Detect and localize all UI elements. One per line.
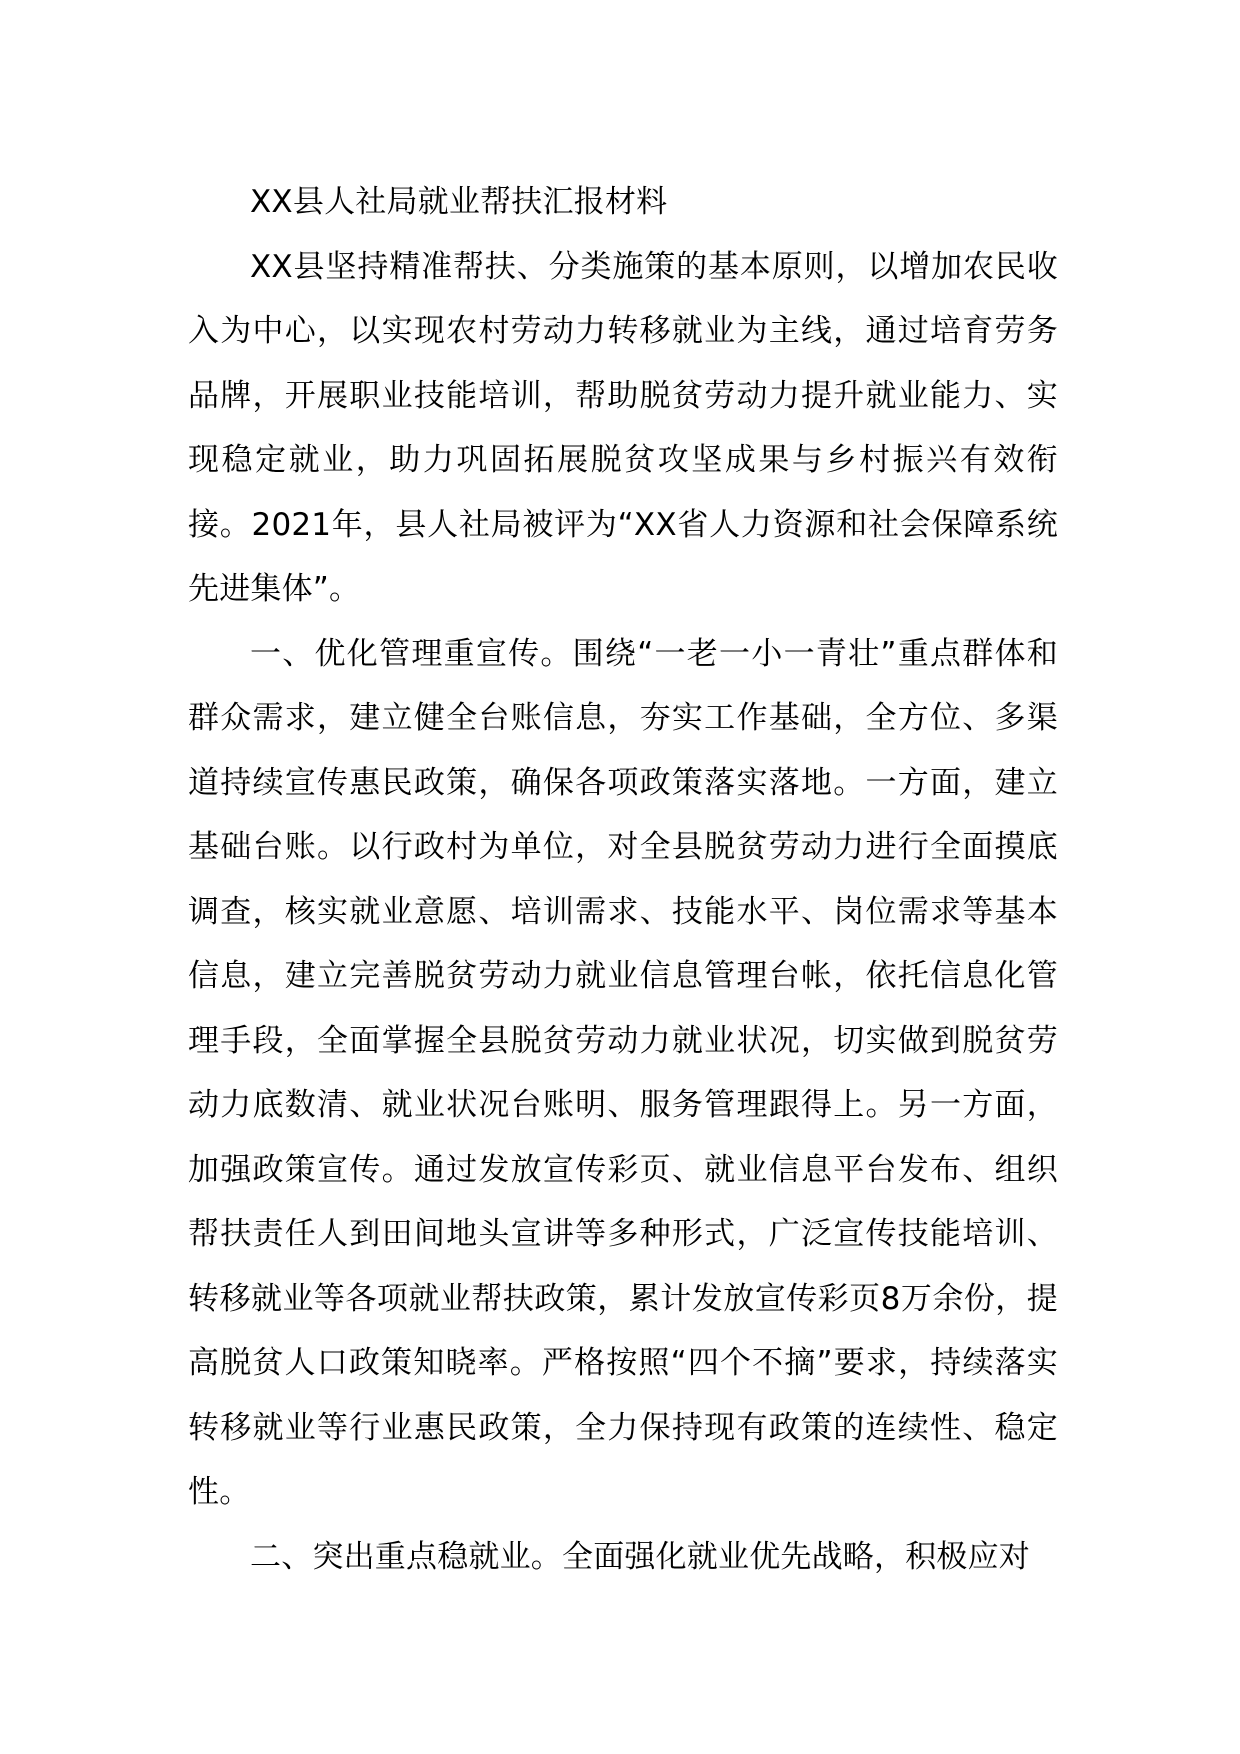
document-body xyxy=(188,170,1058,1589)
paragraph-section-two: 二、突出重点稳就业。全面强化就业优先战略，积极应对 xyxy=(250,1538,1030,1575)
paragraph-intro: XX县坚持精准帮扶、分类施策的基本原则，以增加农民收入为中心，以实现农村劳动力转移就业为主线，通过培育劳务品牌，开展职业技能培训，帮助脱贫劳动力提升就业能力、实现稳定就业，助力巩固拓展脱贫攻坚成果与乡村振兴有效衔接。2021年，县人社局被评为“XX省人力资源和社会保障系统先进集体”。 xyxy=(188,248,1058,607)
paragraph-section-one: 一、优化管理重宣传。围绕“一老一小一青壮”重点群体和群众需求，建立健全台账信息，夯实工作基础，全方位、多渠道持续宣传惠民政策，确保各项政策落实落地。一方面，建立基础台账。以行政村为单位，对全县脱贫劳动力进行全面摸底调查，核实就业意愿、培训需求、技能水平、岗位需求等基本信息，建立完善脱贫劳动力就业信息管理台帐，依托信息化管理手段，全面掌握全县脱贫劳动力就业状况，切实做到脱贫劳动力底数清、就业状况台账明、服务管理跟得上。另一方面，加强政策宣传。通过发放宣传彩页、就业信息平台发布、组织帮扶责任人到田间地头宣讲等多种形式，广泛宣传技能培训、转移就业等各项就业帮扶政策，累计发放宣传彩页8万余份，提高脱贫人口政策知晓率。严格按照“四个不摘”要求，持续落实转移就业等行业惠民政策，全力保持现有政策的连续性、稳定性。 xyxy=(188,635,1058,1510)
document-title: XX县人社局就业帮扶汇报材料 xyxy=(250,184,668,220)
